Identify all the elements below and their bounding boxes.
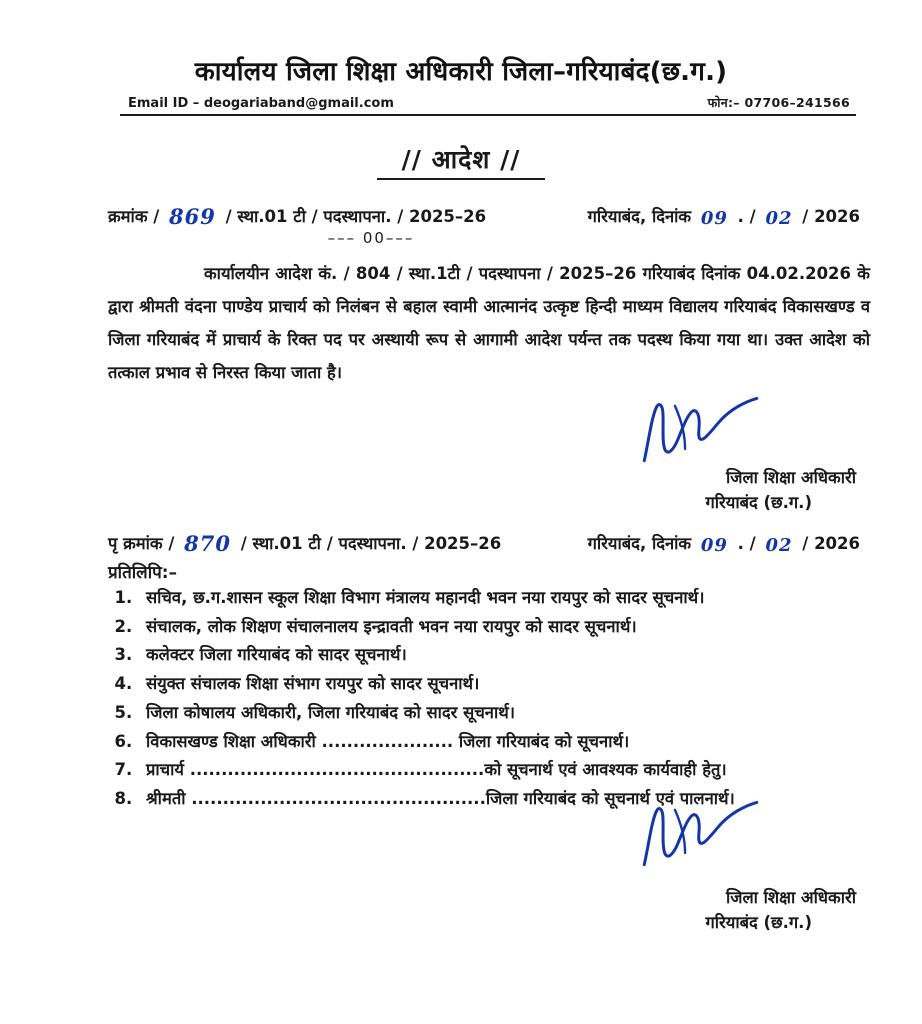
place-date-label: गरियाबंद, दिनांक — [587, 207, 692, 226]
list-item: 3. कलेक्टर जिला गरियाबंद को सादर सूचनार्थ। — [138, 642, 868, 669]
office-title: कार्यालय जिला शिक्षा अधिकारी जिला–गरियाबंद(छ.ग.) — [194, 57, 728, 87]
email-label: Email ID – deogariaband@gmail.com — [128, 96, 394, 111]
reference-prefix: क्रमांक / — [108, 207, 160, 226]
second-date-day-handwritten: 09 — [700, 535, 728, 556]
order-heading: // आदेश // — [401, 145, 521, 174]
list-item: 5. जिला कोषालय अधिकारी, जिला गरियाबंद को सादर सूचनार्थ। — [138, 700, 868, 727]
second-date-year: 2026 — [814, 534, 860, 553]
second-reference-suffix: / स्था.01 टी / पदस्थापना. / 2025–26 — [240, 534, 502, 553]
order-body — [108, 257, 870, 389]
signatory-place: गरियाबंद (छ.ग.) — [705, 912, 812, 932]
signature-block-bottom — [0, 815, 922, 933]
list-item: 2. संचालक, लोक शिक्षण संचालनालय इन्द्रावती भवन नया रायपुर को सादर सूचनार्थ। — [138, 614, 868, 641]
second-reference-left — [108, 529, 501, 554]
second-date-month-handwritten: 02 — [765, 535, 793, 556]
copy-to-title: प्रतिलिपि:– — [108, 563, 178, 583]
signature-mark-icon — [618, 385, 775, 467]
body-paragraph: 04.02.2026 के द्वारा श्रीमती वंदना पाण्डेय प्राचार्य को निलंबन से बहाल स्वामी आत्मानंद उत्कृष्ट हिन्दी माध्यम विद्यालय गरियाबंद विकासखण्ड व जिला गरियाबंद में प्राचार्य के रिक्त पद पर अस्थायी रूप से आगामी आदेश पर्यन्त तक पदस्थ किया गया था। उक्त आदेश को तत्काल प्रभाव से निरस्त किया जाता है। — [108, 264, 870, 382]
reference-line — [108, 202, 860, 227]
signatory-title: जिला शिक्षा अधिकारी — [725, 887, 856, 907]
second-date-sep-2: / — [802, 534, 809, 553]
second-reference-number-handwritten: 870 — [184, 531, 231, 556]
reference-suffix: / स्था.01 टी / पदस्थापना. / 2025–26 — [225, 207, 487, 226]
second-date-sep-1: . / — [737, 534, 756, 553]
reference-number-handwritten: 869 — [169, 204, 216, 229]
signature-block-top — [0, 395, 922, 513]
copy-to-list — [108, 585, 868, 813]
document-header — [0, 0, 922, 116]
order-heading-underline — [377, 178, 545, 180]
list-item: 7. प्राचार्य ...............................................को सूचनार्थ एवं आवश्यक कार्यवाही हेतु। — [138, 757, 868, 784]
second-reference-prefix: पृ क्रमांक / — [108, 534, 175, 553]
contact-row — [128, 94, 850, 111]
signatory-place: गरियाबंद (छ.ग.) — [705, 493, 812, 512]
separator-dashes: ––– 00––– — [327, 229, 415, 247]
list-item: 4. संयुक्त संचालक शिक्षा संभाग रायपुर को सादर सूचनार्थ। — [138, 671, 868, 698]
signatory-title: जिला शिक्षा अधिकारी — [725, 468, 856, 487]
second-reference-line — [108, 529, 860, 554]
list-item: 1. सचिव, छ.ग.शासन स्कूल शिक्षा विभाग मंत्रालय महानदी भवन नया रायपुर को सादर सूचनार्थ। — [138, 585, 868, 612]
date-month-handwritten: 02 — [765, 208, 793, 229]
date-year: 2026 — [814, 207, 860, 226]
header-divider — [120, 114, 856, 116]
list-item: 8. श्रीमती ...............................................जिला गरियाबंद को सूचनार्थ एवं पालनार्थ। — [138, 786, 868, 813]
list-item: 6. विकासखण्ड शिक्षा अधिकारी ..................... जिला गरियाबंद को सूचनार्थ। — [138, 729, 868, 756]
body-line-1: कार्यालयीन आदेश कं. / 804 / स्था.1टी / पदस्थापना / 2025–26 गरियाबंद दिनांक — [204, 264, 741, 283]
second-reference-right — [588, 531, 860, 554]
date-sep-1: . / — [737, 207, 756, 226]
reference-left — [108, 202, 486, 227]
date-day-handwritten: 09 — [700, 208, 728, 229]
second-place-date-label: गरियाबंद, दिनांक — [587, 534, 692, 553]
signature-scribble-icon — [618, 385, 775, 467]
date-sep-2: / — [802, 207, 809, 226]
reference-right — [588, 204, 860, 227]
phone-label: फोन:– 07706–241566 — [707, 95, 850, 110]
